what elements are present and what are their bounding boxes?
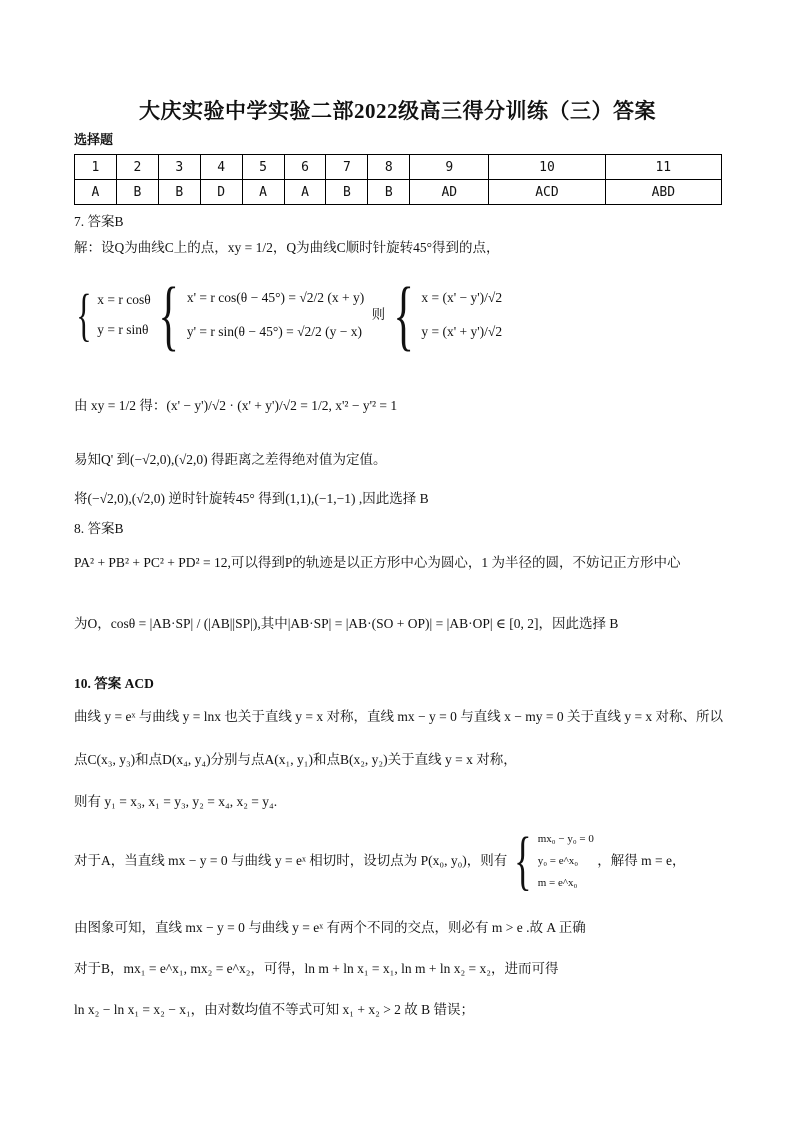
answer-table-number-row: [75, 155, 722, 180]
answer-table-number-cell: 1: [75, 155, 117, 180]
q10-sys-row: mx₀ − y₀ = 0: [537, 833, 594, 845]
q10-line4-pre: 对于A，当直线 mx − y = 0 与曲线 y = eˣ 相切时，设切点为 P(x₀, y₀)，则有: [74, 853, 508, 868]
q7-sys-left-row: x = r cosθ: [97, 292, 151, 307]
q7-sys-right-row: y = (x' + y')/√2: [421, 324, 503, 339]
answer-table-answer-cell: D: [200, 180, 242, 205]
answer-table-answer-cell: ABD: [605, 180, 721, 205]
answer-table-answer-cell: AD: [410, 180, 489, 205]
answer-table-answer-cell: A: [75, 180, 117, 205]
answer-table-number-cell: 5: [242, 155, 284, 180]
answer-table-answer-row: [75, 180, 722, 205]
q7-line3: 由 xy = 1/2 得：(x' − y')/√2 · (x' + y')/√2 = 1/2, x'² − y'² = 1: [74, 398, 398, 413]
q7-sys-mid-row: y' = r sin(θ − 45°) = √2/2 (y − x): [186, 324, 363, 339]
q7-sys-right-row: x = (x' − y')/√2: [421, 290, 503, 305]
page-title: 大庆实验中学实验二部2022级高三得分训练（三）答案: [139, 99, 656, 123]
q10-line1: 曲线 y = eˣ 与曲线 y = lnx 也关于直线 y = x 对称，直线 mx − y = 0 与直线 x − my = 0 关于直线 y = x 对称、所以: [74, 709, 724, 724]
answer-table-answer-cell: A: [242, 180, 284, 205]
answer-table-answer-cell: B: [116, 180, 158, 205]
q10-line5: 由图象可知，直线 mx − y = 0 与曲线 y = eˣ 有两个不同的交点，则必有 m > e .故 A 正确: [74, 920, 586, 935]
answer-table-number-cell: 7: [326, 155, 368, 180]
q7-sys-mid-row: x' = r cos(θ − 45°) = √2/2 (x + y): [186, 290, 365, 305]
answer-table-number-cell: 4: [200, 155, 242, 180]
answer-table-answer-cell: B: [158, 180, 200, 205]
q10-line4: 对于A，当直线 mx − y = 0 与曲线 y = eˣ 相切时，设切点为 P(x₀, y₀)，则有 { mx₀ − y₀ = 0 y₀ = e^x₀ m = e^x₀ ，解得 m = e，: [74, 824, 686, 897]
q10-line2: 点C(x₃, y₃)和点D(x₄, y₄)分别与点A(x₁, y₁)和点B(x₂, y₂)关于直线 y = x 对称，: [74, 752, 517, 767]
q7-line4: 易知Q' 到(−√2,0),(√2,0) 得距离之差得绝对值为定值。: [74, 452, 387, 467]
q8-line1: PA² + PB² + PC² + PD² = 12,可以得到P的轨迹是以正方形中心为圆心，1 为半径的圆，不妨记正方形中心: [74, 555, 681, 570]
q8-heading: 8. 答案B: [74, 521, 124, 536]
q10-line6: 对于B，mx₁ = e^x₁, mx₂ = e^x₂，可得，ln m + ln x₁ = x₁, ln m + ln x₂ = x₂，进而可得: [74, 961, 559, 976]
q8-line2: 为O，cosθ = |AB·SP| / (|AB||SP|),其中|AB·SP| = |AB·(SO + OP)| = |AB·OP| ∈ [0, 2]，因此选择 B: [74, 616, 619, 631]
q7-line1: 解：设Q为曲线C上的点，xy = 1/2，Q为曲线C顺时针旋转45°得到的点，: [74, 240, 500, 255]
q7-line5: 将(−√2,0),(√2,0) 逆时针旋转45° 得到(1,1),(−1,−1) ,因此选择 B: [74, 491, 429, 506]
q10-line7: ln x₂ − ln x₁ = x₂ − x₁，由对数均值不等式可知 x₁ + x₂ > 2 故 B 错误；: [74, 1002, 475, 1017]
q7-then: 则: [371, 307, 386, 322]
section-label: 选择题: [74, 132, 114, 147]
q10-line3: 则有 y₁ = x₃, x₁ = y₃, y₂ = x₄, x₂ = y₄.: [74, 794, 278, 809]
answer-table-number-cell: 11: [605, 155, 721, 180]
answer-table: [74, 154, 722, 205]
q7-heading: 7. 答案B: [74, 214, 124, 229]
q10-heading: 10. 答案 ACD: [74, 676, 154, 691]
answer-table-answer-cell: A: [284, 180, 326, 205]
q10-line4-post: ，解得 m = e，: [597, 853, 686, 868]
q7-sys-left-row: y = r sinθ: [97, 322, 149, 337]
answer-table-number-cell: 2: [116, 155, 158, 180]
answer-table-number-cell: 3: [158, 155, 200, 180]
q10-sys-row: y₀ = e^x₀: [537, 855, 579, 867]
answer-table-number-cell: 6: [284, 155, 326, 180]
answer-table-number-cell: 9: [410, 155, 489, 180]
answer-table-number-cell: 8: [368, 155, 410, 180]
answer-table-answer-cell: B: [326, 180, 368, 205]
answer-table-number-cell: 10: [489, 155, 605, 180]
q7-systems: { x = r cosθ y = r sinθ { x' = r cos(θ − 45°) = √2/2 (x + y) y' = r sin(θ − 45°) = √2/2 (y − x) 则 { x = (x' − y')/√2 y = (x' + y')/√2: [76, 271, 503, 358]
answer-table-answer-cell: B: [368, 180, 410, 205]
answer-table-answer-cell: ACD: [489, 180, 605, 205]
q10-sys-row: m = e^x₀: [537, 877, 578, 889]
